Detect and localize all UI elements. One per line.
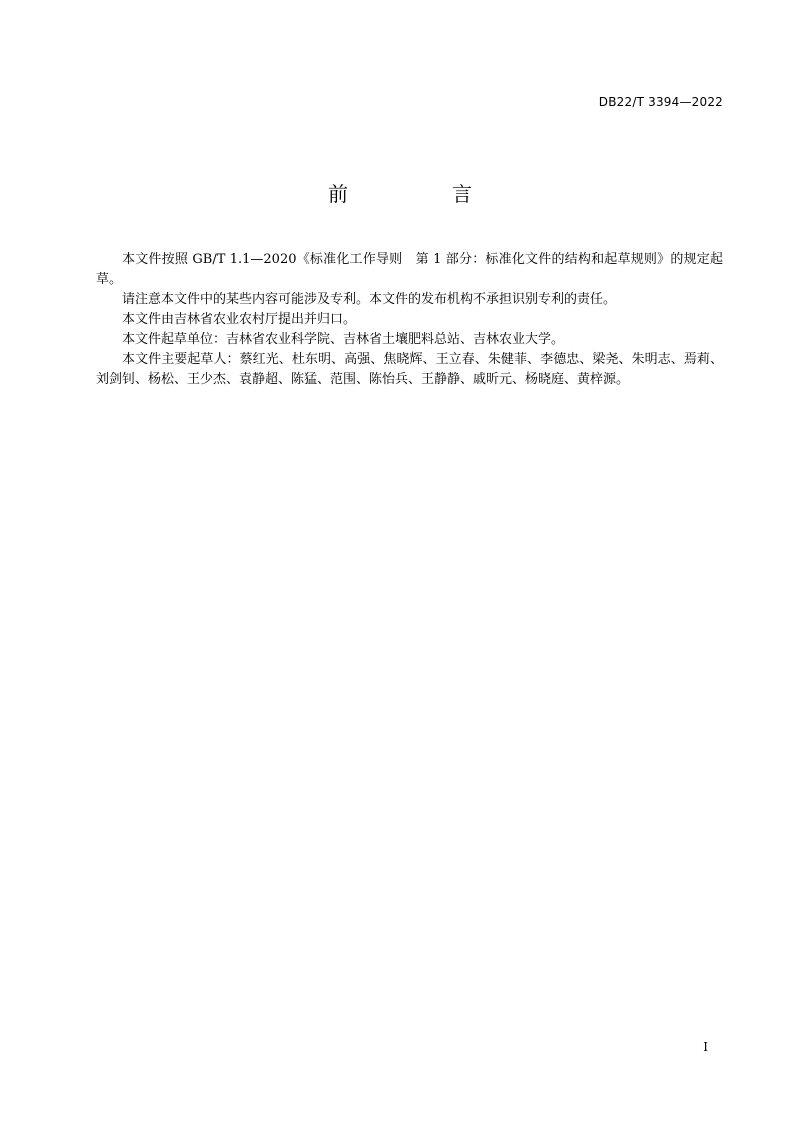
page-title: 前 言 bbox=[328, 182, 514, 206]
paragraph-drafting-units: 本文件起草单位：吉林省农业科学院、吉林省土壤肥料总站、吉林农业大学。 bbox=[122, 332, 565, 347]
preface-body bbox=[96, 250, 723, 390]
document-code: DB22/T 3394—2022 bbox=[598, 95, 723, 109]
paragraph-drafting-basis: 本文件按照 GB/T 1.1—2020《标准化工作导则 第 1 部分：标准化文件的结构和起草规则》的规定起草。 bbox=[96, 252, 723, 287]
paragraph-proposer: 本文件由吉林省农业农村厅提出并归口。 bbox=[122, 312, 357, 327]
paragraph-patent-notice: 请注意本文件中的某些内容可能涉及专利。本文件的发布机构不承担识别专利的责任。 bbox=[122, 292, 617, 307]
paragraph-drafters: 本文件主要起草人：蔡红光、杜东明、高强、焦晓辉、王立春、朱健菲、李德忠、梁尧、朱明志、焉莉、刘剑钊、杨松、王少杰、袁静超、陈猛、范围、陈怡兵、王静静、戚昕元、杨晓庭、黄梓源。 bbox=[96, 352, 723, 387]
page-number: I bbox=[703, 1040, 708, 1054]
